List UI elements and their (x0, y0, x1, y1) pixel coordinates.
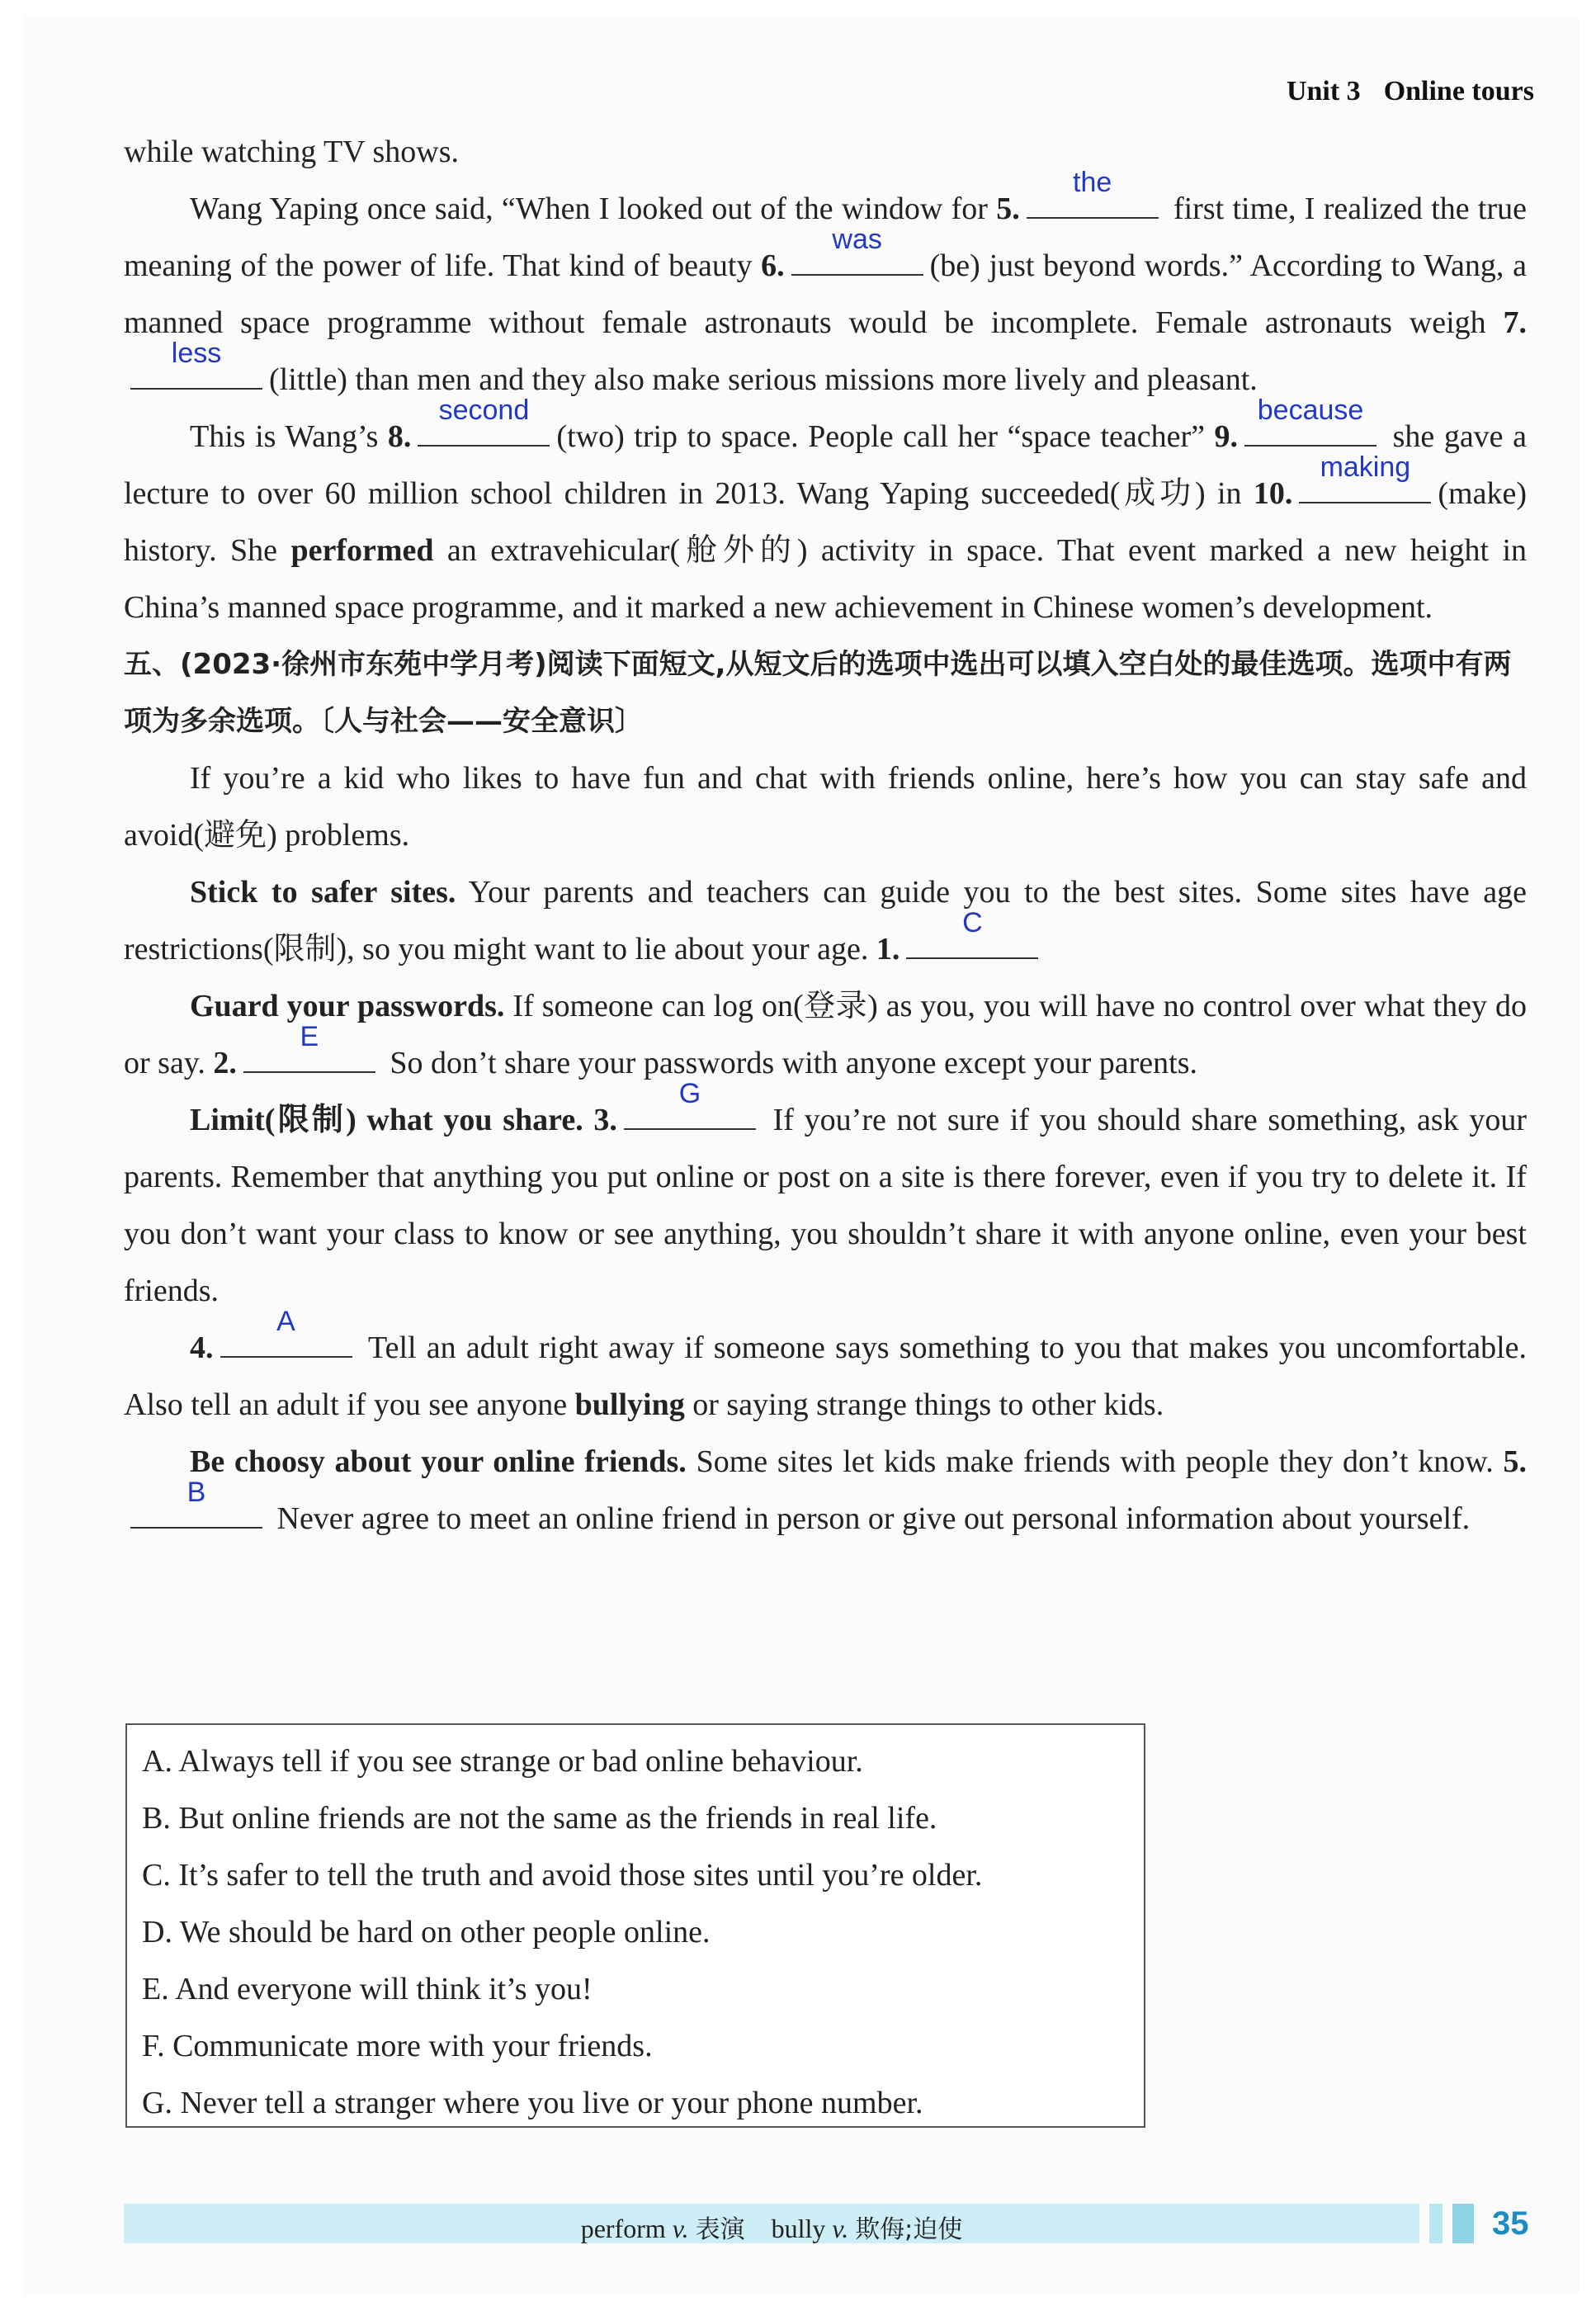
blank-number: 10. (1253, 476, 1293, 511)
answer-text: second (438, 395, 530, 426)
blank-number: 3. (593, 1103, 617, 1137)
answer-text: the (1073, 167, 1112, 198)
page-number: 35 (1492, 2205, 1529, 2242)
answer-text: less (171, 338, 222, 369)
passage-paragraph: Limit(限制) what you share. 3. G If you’re not sure if you should share something, ask your parents. Remember that anything you put online or post on a site is there forever, even if you try to delete it. If you don’t want your class to know or see anything, you shouldn’t share it with anyone online, even your best friends. (124, 1078, 1527, 1308)
passage-line: while watching TV shows. (124, 135, 460, 169)
running-header (1263, 76, 1534, 107)
answer-text: B (187, 1477, 206, 1508)
answer-blank[interactable] (1299, 451, 1431, 503)
section-heading: 五、(2023·徐州市东苑中学月考)阅读下面短文,从短文后的选项中选出可以填入空白处的最佳选项。选项中有两项为多余选项。〔人与社会——安全意识〕 (124, 648, 1512, 738)
answer-blank[interactable] (791, 224, 923, 276)
blank-number: 9. (1214, 419, 1239, 454)
vocab-word: bullying (574, 1387, 685, 1422)
passage-paragraph: Wang Yaping once said, “When I looked out of the window for 5. the first time, I realized the true meaning of the power of life. That kind of beauty 6. was (be) just beyond words.” According to Wang, a manned space programme without female astronauts would be incomplete. Female astronauts weigh 7. less (little) than men and they also make serious missions more lively and pleasant. (124, 167, 1527, 397)
answer-blank[interactable] (906, 907, 1038, 959)
answer-blank[interactable] (220, 1306, 352, 1358)
answer-text: making (1320, 451, 1411, 483)
footer-meaning: 欺侮;迫使 (855, 2215, 963, 2244)
answer-blank[interactable] (243, 1021, 375, 1073)
footer-tab-decoration (1429, 2204, 1443, 2243)
tip-heading: Limit(限制) what you share. (190, 1103, 583, 1137)
options-box (125, 1723, 1145, 2128)
footer-pos: v. (672, 2214, 689, 2243)
answer-text: A (276, 1306, 295, 1337)
blank-number: 4. (190, 1330, 214, 1365)
footer-pos: v. (832, 2214, 849, 2243)
passage-paragraph: If you’re a kid who likes to have fun and chat with friends online, here’s how you can stay safe and avoid(避免) problems. (124, 761, 1527, 853)
answer-text: G (678, 1078, 701, 1109)
option-f: F. Communicate more with your friends. (142, 2029, 653, 2063)
option-d: D. We should be hard on other people online. (142, 1915, 711, 1949)
blank-number: 5. (1503, 1444, 1528, 1479)
footer-word: bully (771, 2214, 826, 2243)
blank-number: 6. (761, 248, 785, 283)
blank-number: 7. (1503, 305, 1527, 340)
blank-number: 5. (996, 191, 1020, 226)
vocab-word: performed (290, 533, 434, 568)
blank-number: 2. (213, 1046, 237, 1080)
answer-text: E (300, 1021, 319, 1052)
unit-label: Unit 3 (1286, 76, 1361, 106)
answer-blank[interactable] (130, 1477, 262, 1529)
answer-blank[interactable] (1027, 167, 1159, 219)
tip-heading: Guard your passwords. (190, 989, 505, 1023)
blank-number: 1. (876, 932, 900, 966)
unit-title: Online tours (1383, 76, 1534, 106)
blank-number: 8. (387, 419, 412, 454)
answer-blank[interactable] (418, 395, 550, 447)
tip-heading: Stick to safer sites. (190, 875, 456, 910)
passage-paragraph: Be choosy about your online friends. Some sites let kids make friends with people they don’t know. 5. B Never agree to meet an online friend in person or give out personal information about yourself. (124, 1434, 1527, 1548)
answer-blank[interactable] (1244, 395, 1376, 447)
footer-tab-decoration (1452, 2204, 1474, 2243)
option-e: E. And everyone will think it’s you! (142, 1972, 593, 2006)
option-a: A. Always tell if you see strange or bad online behaviour. (142, 1744, 863, 1779)
answer-text: was (832, 224, 882, 255)
passage-paragraph: 4. A Tell an adult right away if someone says something to you that makes you uncomfortable. Also tell an adult if you see anyone bullying or saying strange things to other kids. (124, 1306, 1527, 1422)
option-b: B. But online friends are not the same as the friends in real life. (142, 1801, 937, 1836)
vocab-footer (124, 2204, 1419, 2243)
footer-meaning: 表演 (695, 2215, 745, 2244)
main-content (124, 124, 1527, 1548)
answer-blank[interactable] (624, 1078, 756, 1130)
answer-blank[interactable] (130, 338, 262, 390)
option-c: C. It’s safer to tell the truth and avoid those sites until you’re older. (142, 1858, 983, 1893)
answer-text: C (962, 907, 983, 938)
passage-paragraph: Guard your passwords. If someone can log on(登录) as you, you will have no control over what they do or say. 2. E So don’t share your passwords with anyone except your parents. (124, 989, 1528, 1080)
answer-text: because (1257, 395, 1364, 426)
vocab-footer-text (124, 2209, 1419, 2245)
tip-heading: Be choosy about your online friends. (190, 1444, 687, 1479)
passage-paragraph: This is Wang’s 8. second (two) trip to space. People call her “space teacher” 9. because she gave a lecture to over 60 million school children in 2013. Wang Yaping succeeded(成功) in 10. making (make) history. She performed an extravehicular(舱外的) activity in space. That event marked a new height in China’s manned space programme, and it marked a new achievement in Chinese women’s development. (124, 395, 1527, 625)
option-g: G. Never tell a stranger where you live or your phone number. (142, 2086, 923, 2120)
passage-paragraph: Stick to safer sites. Your parents and teachers can guide you to the best sites. Some sites have age restrictions(限制), so you might want to lie about your age. 1. C (124, 875, 1527, 966)
footer-word: perform (580, 2214, 666, 2243)
